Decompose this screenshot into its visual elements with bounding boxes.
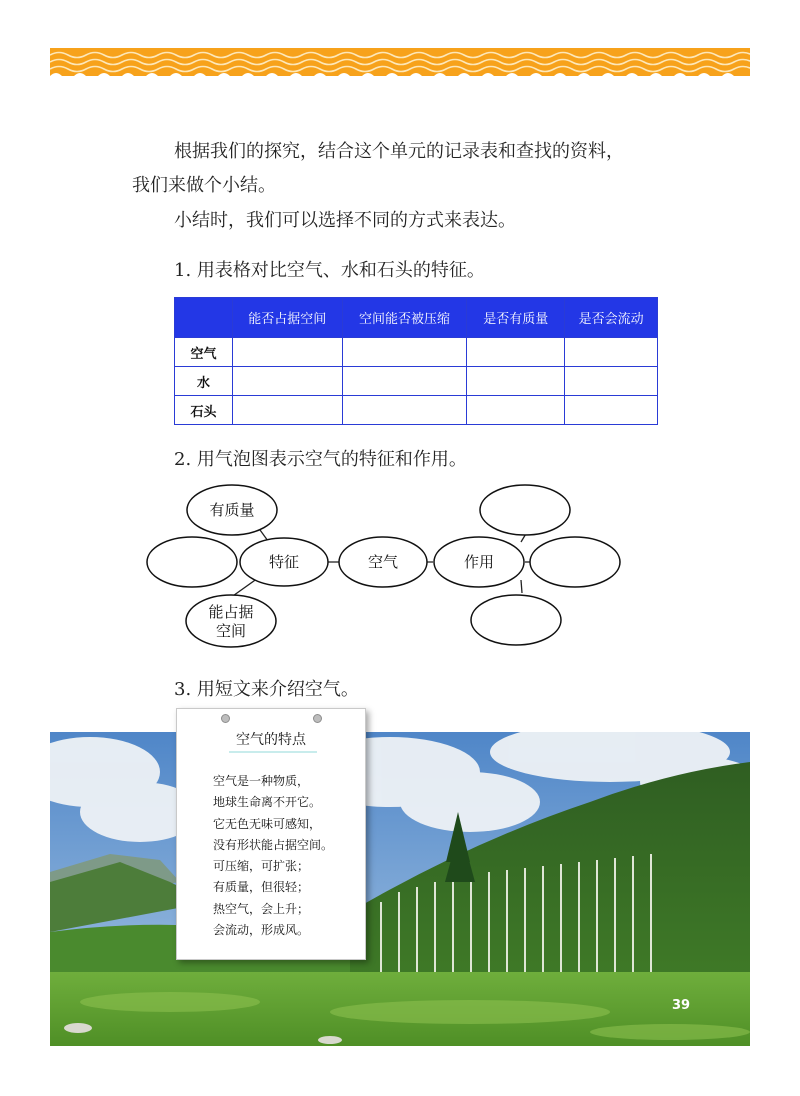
bubble-use-bottom-empty: [471, 595, 561, 645]
note-body: [213, 771, 333, 941]
table-header-cell: 是否会流动: [565, 298, 658, 338]
bubble-use-top-empty: [480, 485, 570, 535]
page-number: 39: [672, 998, 691, 1013]
bubble-label-center: 空气: [367, 553, 399, 571]
landscape-photo: [50, 732, 750, 1046]
table-cell: [467, 396, 565, 425]
pin-icon: [313, 714, 322, 723]
bubble-label-feature-bottom-1: 能占据: [208, 603, 254, 621]
bubble-map: [140, 480, 640, 652]
table-row: [175, 367, 658, 396]
item-1-heading: 1. 用表格对比空气、水和石头的特征。: [174, 260, 485, 281]
note-line: 地球生命离不开它。: [213, 795, 322, 810]
table-cell: [342, 396, 467, 425]
table-cell: [565, 367, 658, 396]
note-title: 空气的特点: [236, 732, 306, 748]
table-header-row: [175, 298, 658, 338]
bubble-label-feature-bottom-2: 空间: [215, 622, 247, 640]
intro-paragraph-line1: 根据我们的探究，结合这个单元的记录表和查找的资料，: [174, 141, 624, 162]
note-line: 热空气，会上升；: [213, 901, 310, 916]
note-line: 有质量，但很轻；: [213, 880, 310, 895]
table-cell: [565, 396, 658, 425]
table-header-corner: [175, 298, 233, 338]
row-label: 石头: [175, 396, 233, 425]
table-header-cell: 空间能否被压缩: [342, 298, 467, 338]
table-cell: [467, 338, 565, 367]
bubble-label-feature-hub: 特征: [268, 553, 300, 571]
note-line: 没有形状能占据空间。: [213, 837, 334, 852]
intro-paragraph-line2: 我们来做个小结。: [132, 175, 276, 196]
pinned-note: [176, 708, 366, 960]
item-2-heading: 2. 用气泡图表示空气的特征和作用。: [174, 449, 467, 470]
table-row: [175, 396, 658, 425]
note-line: 会流动，形成风。: [213, 923, 310, 938]
table-cell: [232, 338, 342, 367]
row-label: 水: [175, 367, 233, 396]
comparison-table: [174, 297, 658, 425]
row-label: 空气: [175, 338, 233, 367]
table-cell: [467, 367, 565, 396]
note-line: 可压缩，可扩张；: [213, 859, 310, 874]
note-line: 空气是一种物质，: [213, 774, 310, 788]
table-row: [175, 338, 658, 367]
table-cell: [232, 367, 342, 396]
table-cell: [232, 396, 342, 425]
table-header-cell: 是否有质量: [467, 298, 565, 338]
item-3-heading: 3. 用短文来介绍空气。: [174, 679, 359, 700]
table-cell: [342, 338, 467, 367]
connector-line: [521, 580, 522, 593]
pin-icon: [221, 714, 230, 723]
bubble-feature-left-empty: [147, 537, 237, 587]
table-cell: [342, 367, 467, 396]
intro-paragraph-2: 小结时，我们可以选择不同的方式来表达。: [174, 210, 516, 231]
table-header-cell: 能否占据空间: [232, 298, 342, 338]
bubble-use-right-empty: [530, 537, 620, 587]
table-cell: [565, 338, 658, 367]
bubble-label-use-hub: 作用: [463, 553, 495, 571]
note-title-underline: [229, 751, 317, 753]
note-line: 它无色无味可感知，: [213, 816, 322, 831]
bubble-label-feature-top: 有质量: [209, 501, 255, 519]
header-banner: [50, 48, 750, 76]
